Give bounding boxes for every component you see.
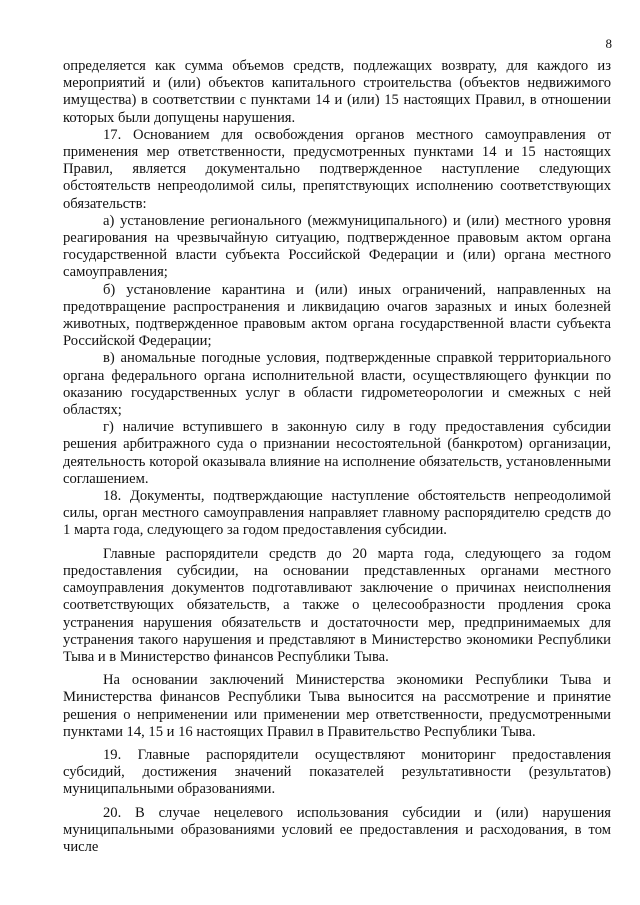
paragraph-18: 18. Документы, подтверждающие наступление обстоятельств непреодолимой силы, орган местного самоуправления направляет главному распорядителю средств до 1 марта года, следующего за годом предоставления субсидии. — [63, 488, 611, 539]
paragraph-17-b: б) установление карантина и (или) иных ограничений, направленных на предотвращение распространения и ликвидацию очагов заразных и иных болезней животных, подтвержденное правовым актом органа государственной власти субъекта Российской Федерации; — [63, 281, 611, 350]
paragraph-20: 20. В случае нецелевого использования субсидии и (или) нарушения муниципальными образованиями условий ее предоставления и расходования, в том числе — [63, 804, 611, 855]
paragraph-17-a: а) установление регионального (межмуниципального) и (или) местного уровня реагирования на чрезвычайную ситуацию, подтвержденное правовым актом органа государственной власти субъекта Российской Федерации и (или) органа местного самоуправления; — [63, 212, 611, 281]
paragraph-17-v: в) аномальные погодные условия, подтвержденные справкой территориального органа федерального органа исполнительной власти, осуществляющего функции по оказанию государственных услуг в области гидрометеорологии и смежных с ней областях; — [63, 350, 611, 419]
paragraph-17: 17. Основанием для освобождения органов местного самоуправления от применения мер ответственности, предусмотренных пунктами 14 и 15 настоящих Правил, является документально подтвержденное наступление следующих обстоятельств непреодолимой силы, препятствующих исполнению соответствующих обязательств: — [63, 126, 611, 212]
paragraph-continuation: определяется как сумма объемов средств, подлежащих возврату, для каждого из мероприятий и (или) объектов капитального строительства (объектов недвижимого имущества) в соответствии с пунктами 14 и (или) 15 настоящих Правил, в отношении которых были допущены нарушения. — [63, 58, 611, 126]
paragraph-18-main-distributors: Главные распорядители средств до 20 марта года, следующего за годом предоставления субсидии, на основании представленных органами местного самоуправления документов подготавливают заключение о причинах неисполнения соответствующих обязательств, а также о целесообразности продления срока устранения нарушения обязательств и достаточности мер, предпринимаемых для устранения такого нарушения и представляют в Министерство экономики Республики Тыва и в Министерство финансов Республики Тыва. — [63, 545, 611, 665]
document-body — [63, 58, 611, 856]
page-number: 8 — [605, 36, 612, 51]
paragraph-18-conclusions: На основании заключений Министерства экономики Республики Тыва и Министерства финансов Республики Тыва выносится на рассмотрение и принятие решения о неприменении или применении мер ответственности, предусмотренными пунктами 14, 15 и 16 настоящих Правил в Правительство Республики Тыва. — [63, 672, 611, 740]
paragraph-17-g: г) наличие вступившего в законную силу в году предоставления субсидии решения арбитражного суда о признании несостоятельной (банкротом) организации, деятельность которой оказывала влияние на исполнение обязательств, установленными соглашением. — [63, 419, 611, 487]
paragraph-19: 19. Главные распорядители осуществляют мониторинг предоставления субсидий, достижения значений показателей результативности (результатов) муниципальными образованиями. — [63, 746, 611, 798]
